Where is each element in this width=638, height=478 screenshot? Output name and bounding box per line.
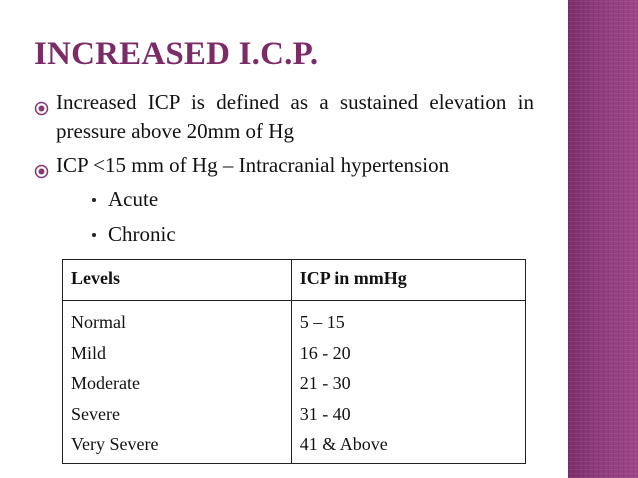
level-name: Moderate [71,373,140,393]
sub-bullet-text-chronic: Chronic [108,222,176,246]
icp-levels-table [62,259,526,464]
level-name: Very Severe [71,434,159,454]
sub-bullet-list [34,185,534,248]
sub-bullet-chronic [92,220,534,248]
table-cell-icp-values [291,301,525,464]
bullet-text-definition: Increased ICP is defined as a sustained elevation in pressure above 20mm of Hg [56,90,534,143]
table-header-icp: ICP in mmHg [291,260,525,301]
sub-bullet-text-acute: Acute [108,187,159,211]
circled-dot-icon [34,95,49,110]
level-name: Mild [71,342,107,363]
level-name: Severe [71,403,120,424]
circled-dot-icon [34,158,49,173]
table-cell-levels [63,301,292,464]
icp-value: 16 - 20 [299,342,351,363]
icp-value: 41 & Above [299,434,388,454]
icp-value: 31 - 40 [299,403,351,424]
bullet-text-hypertension: ICP <15 mm of Hg – Intracranial hypertension [56,153,450,177]
table-header-levels: Levels [63,260,292,301]
bullet-dot-icon [92,233,96,237]
decorative-sidebar [568,0,638,478]
sub-bullet-acute [92,185,534,213]
table-header-row [63,260,526,301]
bullet-item-hypertension [34,151,534,180]
bullet-dot-icon [92,198,96,202]
icp-value: 5 – 15 [299,312,345,332]
level-name: Normal [71,312,126,332]
bullet-item-definition [34,88,534,146]
icp-value: 21 - 30 [299,373,351,393]
slide-title: INCREASED I.C.P. [34,36,319,72]
table-body-row [63,301,526,464]
bullet-list [34,88,534,255]
